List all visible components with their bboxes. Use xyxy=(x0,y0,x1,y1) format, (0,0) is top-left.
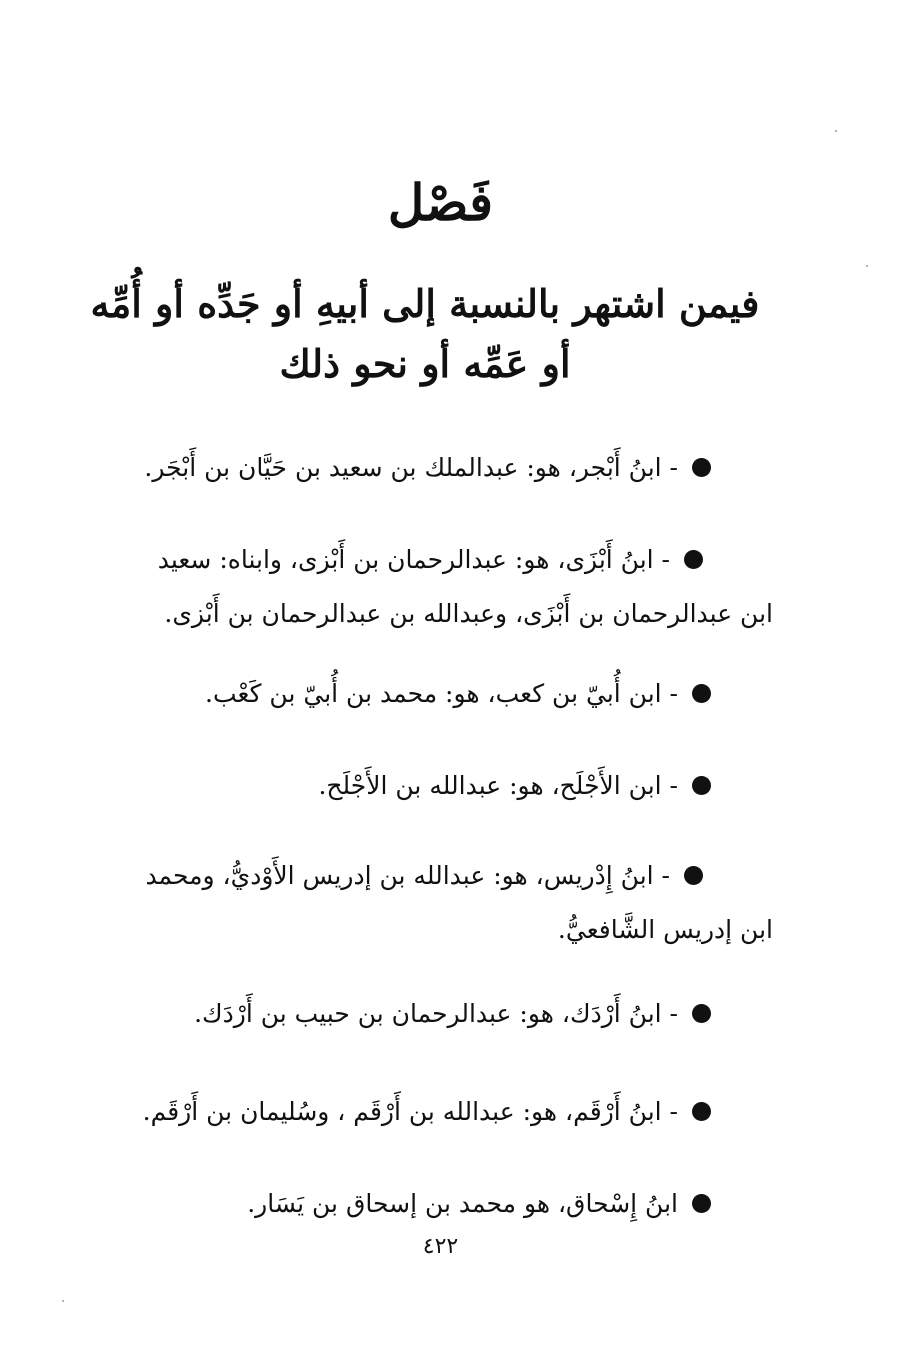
entry-text: ابن إدريس الشَّافعيُّ. xyxy=(557,915,773,944)
entry-text: ابنُ إِسْحاق، هو محمد بن إسحاق بن يَسَار. xyxy=(247,1189,678,1218)
scan-speck xyxy=(62,1300,64,1302)
section-subheading xyxy=(80,274,770,394)
bullet-icon xyxy=(684,866,703,885)
bullet-icon xyxy=(692,776,711,795)
bullet-icon xyxy=(692,1194,711,1213)
entry-text: - ابنُ أَبْجر، هو: عبدالملك بن سعيد بن حَيَّان بن أَبْجَر. xyxy=(144,453,678,482)
scan-speck xyxy=(835,130,837,132)
entry-text: - ابن الأَجْلَح، هو: عبدالله بن الأَجْلَح. xyxy=(318,771,678,800)
scan-speck xyxy=(866,265,868,267)
entry-ibn-abjar xyxy=(78,441,711,495)
entry-text: - ابنُ أَبْزَى، هو: عبدالرحمان بن أَبْزى، وابناه: سعيد xyxy=(157,545,670,574)
bullet-icon xyxy=(684,550,703,569)
entry-ibn-abza xyxy=(78,533,773,641)
section-heading: فَصْل xyxy=(387,173,494,232)
bullet-icon xyxy=(692,1004,711,1023)
entry-ibn-al-ajlah xyxy=(78,759,711,813)
bullet-icon xyxy=(692,684,711,703)
entry-text: ابن عبدالرحمان بن أَبْزَى، وعبدالله بن عبدالرحمان بن أَبْزى. xyxy=(164,599,773,628)
entry-ibn-ishaq xyxy=(78,1177,711,1231)
entry-text: - ابنُ إِدْريس، هو: عبدالله بن إدريس الأَوْديُّ، ومحمد xyxy=(145,861,670,890)
bullet-icon xyxy=(692,1102,711,1121)
entry-ibn-ardak xyxy=(78,987,711,1041)
entry-ibn-arqam xyxy=(78,1085,711,1139)
entry-ibn-idris xyxy=(78,849,773,957)
subheading-line: فيمن اشتهر بالنسبة إلى أبيهِ أو جَدِّه أو أُمِّه xyxy=(90,281,760,326)
entry-text: - ابن أُبيّ بن كعب، هو: محمد بن أُبيّ بن كَعْب. xyxy=(205,679,678,708)
subheading-line: أو عَمِّه أو نحو ذلك xyxy=(279,341,571,386)
page-number: ٤٢٢ xyxy=(422,1234,459,1259)
entry-text: - ابنُ أَرْدَك، هو: عبدالرحمان بن حبيب بن أَرْدَك. xyxy=(194,999,678,1028)
bullet-icon xyxy=(692,458,711,477)
entry-ibn-ubayy xyxy=(78,667,711,721)
entry-text: - ابنُ أَرْقَم، هو: عبدالله بن أَرْقَم ، وسُليمان بن أَرْقَم. xyxy=(142,1097,678,1126)
